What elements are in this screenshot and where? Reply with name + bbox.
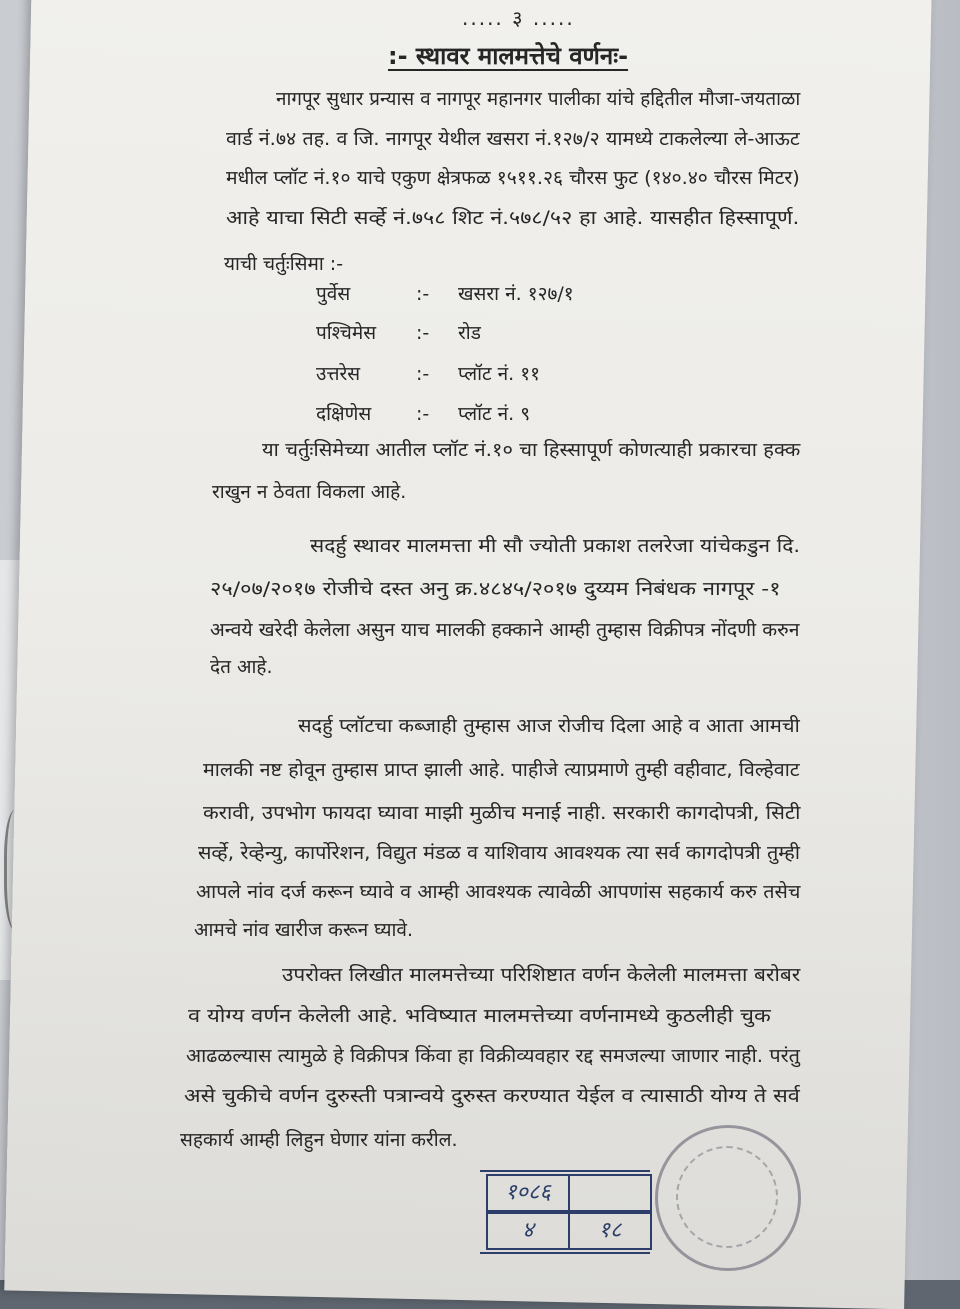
paragraph-line: करावी, उपभोग फायदा घ्यावा माझी मुळीच मनाई नाही. सरकारी कागदोपत्री, सिटी bbox=[203, 802, 801, 824]
paragraph-line: सदर्हु प्लॉटचा कब्जाही तुम्हास आज रोजीच दिला आहे व आता आमची bbox=[298, 715, 800, 737]
section-heading: :- स्थावर मालमत्तेचे वर्णनः- bbox=[388, 42, 629, 70]
boundary-value: प्लॉट नं. ११ bbox=[458, 363, 540, 385]
description-line: वार्ड नं.७४ तह. व जि. नागपूर येथील खसरा नं.१२७/२ यामध्ये टाकलेल्या ले-आऊट bbox=[226, 128, 800, 150]
paragraph-line: २५/०७/२०१७ रोजीचे दस्त अनु क्र.४८४५/२०१७ दुय्यम निबंधक नागपूर -१ bbox=[210, 578, 781, 600]
boundary-separator: :- bbox=[416, 283, 430, 305]
paragraph-line: असे चुकीचे वर्णन दुरुस्ती पत्रान्वये दुरुस्त करण्यात येईल व त्यासाठी योग्य ते सर्व bbox=[184, 1085, 800, 1107]
boundary-direction: दक्षिणेस bbox=[316, 403, 372, 425]
paragraph-line: सर्व्हे, रेव्हेन्यु, कार्पोरेशन, विद्युत मंडळ व याशिवाय आवश्यक त्या सर्व कागदोपत्री तुम्ही bbox=[198, 842, 800, 864]
stamp-cell: १८ bbox=[568, 1212, 652, 1250]
paragraph-line: आमचे नांव खारीज करून घ्यावे. bbox=[194, 919, 414, 941]
boundary-row-south bbox=[316, 402, 716, 426]
paragraph-line: राखुन न ठेवता विकला आहे. bbox=[212, 481, 407, 503]
office-seal bbox=[655, 1125, 801, 1271]
boundary-separator: :- bbox=[416, 363, 430, 385]
description-line: आहे याचा सिटी सर्व्हे नं.७५८ शिट नं.५७८/५२ हा आहे. यासहीत हिस्सापूर्ण. bbox=[226, 207, 800, 229]
boundary-separator: :- bbox=[416, 322, 430, 344]
description-line: मधील प्लॉट नं.१० याचे एकुण क्षेत्रफळ १५११.२६ चौरस फुट (१४०.४० चौरस मिटर) bbox=[226, 167, 800, 189]
boundary-value: प्लॉट नं. ९ bbox=[458, 403, 531, 425]
page-number: ..... ३ ..... bbox=[462, 6, 575, 30]
paragraph-line: मालकी नष्ट होवून तुम्हास प्राप्त झाली आहे. पाहीजे त्याप्रमाणे तुम्ही वहीवाट, विल्हेवाट bbox=[203, 759, 800, 781]
boundary-value: रोड bbox=[458, 322, 481, 344]
paragraph-line: सहकार्य आम्ही लिहुन घेणार यांना करील. bbox=[180, 1129, 458, 1151]
boundary-row-east bbox=[316, 282, 716, 306]
boundary-heading: याची चर्तुःसिमा :- bbox=[224, 253, 344, 275]
boundary-value: खसरा नं. १२७/१ bbox=[458, 283, 574, 305]
registration-stamp-box bbox=[480, 1170, 650, 1254]
paragraph-line: उपरोक्त लिखीत मालमत्तेच्या परिशिष्टात वर्णन केलेली मालमत्ता बरोबर bbox=[282, 964, 801, 986]
boundary-direction: पश्चिमेस bbox=[316, 322, 377, 344]
boundary-direction: उत्तरेस bbox=[316, 363, 361, 385]
paragraph-line: आपले नांव दर्ज करून घ्यावे व आम्ही आवश्यक त्यावेळी आपणांस सहकार्य करु तसेच bbox=[196, 881, 801, 903]
paragraph-line: सदर्हु स्थावर मालमत्ता मी सौ ज्योती प्रकाश तलरेजा यांचेकडुन दि. bbox=[310, 535, 801, 557]
paragraph-line: व योग्य वर्णन केलेली आहे. भविष्यात मालमत्तेच्या वर्णनामध्ये कुठलीही चुक bbox=[188, 1005, 771, 1027]
stamp-cell-blank bbox=[568, 1174, 652, 1212]
paragraph-line: आढळल्यास त्यामुळे हे विक्रीपत्र किंवा हा विक्रीव्यवहार रद्द समजल्या जाणार नाही. परंतु bbox=[186, 1045, 800, 1067]
stamp-cell: १०८६ bbox=[486, 1174, 570, 1212]
paragraph-line: अन्वये खरेदी केलेला असुन याच मालकी हक्काने आम्ही तुम्हास विक्रीपत्र नोंदणी करुन bbox=[210, 619, 800, 641]
paragraph-line: या चर्तुःसिमेच्या आतील प्लॉट नं.१० चा हिस्सापूर्ण कोणत्याही प्रकारचा हक्क bbox=[262, 439, 801, 461]
boundary-row-north bbox=[316, 362, 716, 386]
stamp-cell: ४ bbox=[486, 1212, 570, 1250]
description-line: नागपूर सुधार प्रन्यास व नागपूर महानगर पालीका यांचे हद्दितील मौजा-जयताळा bbox=[276, 88, 801, 110]
boundary-row-west bbox=[316, 321, 716, 345]
boundary-direction: पुर्वेस bbox=[316, 283, 351, 305]
paragraph-line: देत आहे. bbox=[210, 656, 273, 678]
boundary-separator: :- bbox=[416, 403, 430, 425]
